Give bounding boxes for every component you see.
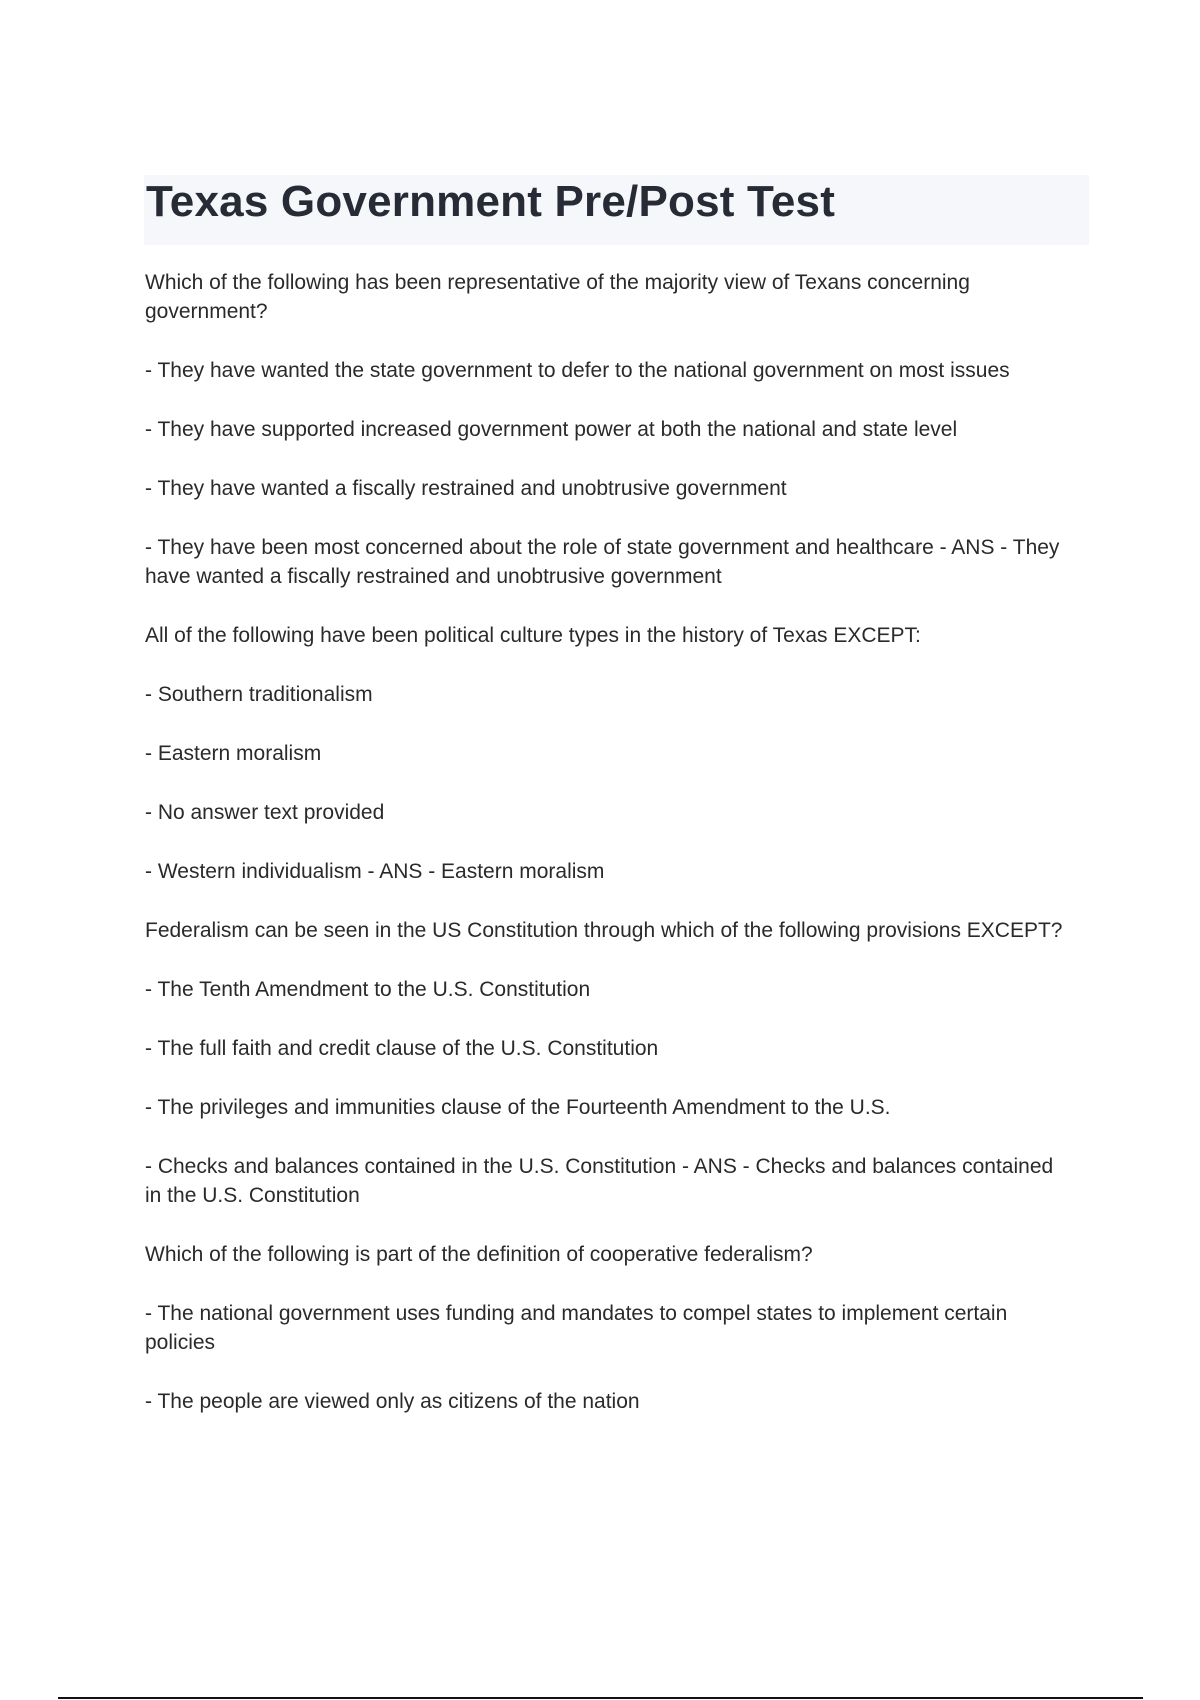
answer-option: - They have wanted the state government to defer to the national government on most issues: [145, 359, 1010, 382]
answer-option: - The privileges and immunities clause of the Fourteenth Amendment to the U.S.: [145, 1096, 891, 1119]
question-2: All of the following have been political culture types in the history of Texas EXCEPT:: [145, 624, 921, 647]
answer-option-with-key: - Checks and balances contained in the U.S. Constitution - ANS - Checks and balances contained in the U.S. Constitution: [145, 1155, 1054, 1207]
answer-option: - The Tenth Amendment to the U.S. Constitution: [145, 978, 591, 1001]
answer-option: - They have supported increased government power at both the national and state level: [145, 418, 958, 441]
answer-option: - The people are viewed only as citizens of the nation: [145, 1390, 640, 1413]
answer-option: - The national government uses funding and mandates to compel states to implement certain policies: [145, 1302, 1008, 1354]
answer-option-with-key: - Western individualism - ANS - Eastern moralism: [145, 860, 605, 883]
answer-option: - No answer text provided: [145, 801, 385, 824]
page-title: Texas Government Pre/Post Test: [146, 177, 836, 226]
question-1: Which of the following has been representative of the majority view of Texans concerning government?: [145, 271, 970, 323]
answer-option-with-key: - They have been most concerned about the role of state government and healthcare - ANS - They have wanted a fiscally restrained and unobtrusive government: [145, 536, 1060, 588]
answer-option: - Eastern moralism: [145, 742, 322, 765]
answer-option: - The full faith and credit clause of the U.S. Constitution: [145, 1037, 659, 1060]
document-body: [145, 268, 1075, 1446]
page-bottom-rule: [58, 1697, 1143, 1699]
answer-option: - They have wanted a fiscally restrained and unobtrusive government: [145, 477, 787, 500]
answer-option: - Southern traditionalism: [145, 683, 373, 706]
question-3: Federalism can be seen in the US Constitution through which of the following provisions EXCEPT?: [145, 919, 1063, 942]
question-4: Which of the following is part of the definition of cooperative federalism?: [145, 1243, 813, 1266]
